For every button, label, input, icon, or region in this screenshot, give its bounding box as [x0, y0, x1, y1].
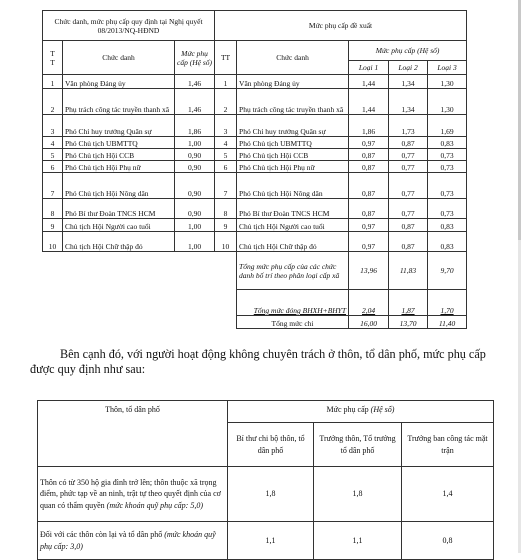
- row-loai3: 0,73: [428, 199, 467, 219]
- row-loai1: 0,87: [349, 149, 389, 161]
- row-position: Phó Chủ tịch UBMTTQ: [63, 137, 175, 149]
- table-row: [43, 219, 467, 232]
- row-loai1: 0,97: [349, 232, 389, 252]
- row-tt2: 1: [215, 75, 237, 89]
- table-row: [43, 232, 467, 252]
- summary-loai2: 11,83: [389, 252, 428, 290]
- row-tt: 2: [43, 89, 63, 115]
- row-village-note: (mức khoán quỹ phụ cấp: 3,0): [40, 529, 216, 551]
- table-row: [43, 75, 467, 89]
- row-loai1: 1,86: [349, 115, 389, 137]
- row-allowance: 0,90: [175, 173, 215, 199]
- row-position: Phó Bí thư Đoàn TNCS HCM: [63, 199, 175, 219]
- row-village-type: [38, 467, 228, 522]
- row-loai2: 1,34: [389, 75, 428, 89]
- table-row: [43, 199, 467, 219]
- row-position: Phó Chủ tịch Hội Nông dân: [63, 173, 175, 199]
- row-tt: 6: [43, 161, 63, 173]
- header-current-regulation: Chức danh, mức phụ cấp quy định tại Nghị quyết 08/2013/NQ-HĐND: [43, 11, 215, 41]
- row-village-label: Thôn có từ 350 hộ gia đình trở lên; thôn thuộc xã trọng điểm, phức tạp về an ninh, trật tự theo quyết định của cơ quan có thẩm quyền: [40, 477, 221, 510]
- row-position2: Chủ tịch Hội Chữ thập đỏ: [237, 232, 349, 252]
- row-tt2: 3: [215, 115, 237, 137]
- row-loai2: 1,34: [389, 89, 428, 115]
- row-tt2: 10: [215, 232, 237, 252]
- row-village-type: [38, 522, 228, 560]
- insurance-loai3: 1,70: [428, 290, 467, 316]
- table-row: [43, 89, 467, 115]
- row-allowance: 1,86: [175, 115, 215, 137]
- col-front-committee-head: Trưởng ban công tác mặt trận: [402, 423, 494, 467]
- col-loai2: Loại 2: [389, 61, 428, 75]
- insurance-loai2: 1,87: [389, 290, 428, 316]
- col-village: Thôn, tổ dân phố: [38, 401, 228, 467]
- row-loai2: 0,77: [389, 199, 428, 219]
- row-allowance: 1,00: [175, 232, 215, 252]
- row-front-committee-value: 1,4: [402, 467, 494, 522]
- row-allowance: 1,46: [175, 89, 215, 115]
- col-loai3: Loại 3: [428, 61, 467, 75]
- row-position2: Phó Chỉ huy trưởng Quân sự: [237, 115, 349, 137]
- row-position2: Phụ trách công tác truyền thanh xã: [237, 89, 349, 115]
- col-loai1: Loại 1: [349, 61, 389, 75]
- col-allowance-group: [228, 401, 494, 423]
- allowance-comparison-table: [42, 10, 467, 329]
- row-position2: Phó Chủ tịch Hội CCB: [237, 149, 349, 161]
- row-loai3: 1,30: [428, 75, 467, 89]
- total-loai1: 16,00: [349, 316, 389, 329]
- header-proposed: Mức phụ cấp đề xuất: [215, 11, 467, 41]
- row-allowance: 0,90: [175, 199, 215, 219]
- table-row: [43, 173, 467, 199]
- summary-loai3: 9,70: [428, 252, 467, 290]
- col-allowance: Mức phụ cấp (Hệ số): [175, 41, 215, 75]
- row-tt2: 2: [215, 89, 237, 115]
- summary-row: [43, 252, 467, 290]
- row-loai1: 1,44: [349, 89, 389, 115]
- row-tt: 1: [43, 75, 63, 89]
- row-tt2: 4: [215, 137, 237, 149]
- col-tt2: TT: [215, 41, 237, 75]
- row-allowance: 1,46: [175, 75, 215, 89]
- col-tt: T T: [43, 41, 63, 75]
- row-loai2: 0,87: [389, 232, 428, 252]
- col-position2: Chức danh: [237, 41, 349, 75]
- row-allowance: 1,00: [175, 137, 215, 149]
- row-party-secretary-value: 1,8: [228, 467, 314, 522]
- row-position: Văn phòng Đảng ủy: [63, 75, 175, 89]
- col-position: Chức danh: [63, 41, 175, 75]
- table-row: [43, 161, 467, 173]
- row-party-secretary-value: 1,1: [228, 522, 314, 560]
- summary-label: Tổng mức phụ cấp của các chức danh bố trí theo phân loại cấp xã: [237, 252, 349, 290]
- village-allowance-table: [37, 400, 494, 560]
- row-position: Chủ tịch Hội Chữ thập đỏ: [63, 232, 175, 252]
- row-loai1: 0,97: [349, 219, 389, 232]
- row-loai1: 1,44: [349, 75, 389, 89]
- row-loai3: 0,73: [428, 161, 467, 173]
- row-allowance: 1,00: [175, 219, 215, 232]
- row-tt2: 8: [215, 199, 237, 219]
- row-tt2: 5: [215, 149, 237, 161]
- row-loai3: 1,30: [428, 89, 467, 115]
- total-loai2: 13,70: [389, 316, 428, 329]
- summary-loai1: 13,96: [349, 252, 389, 290]
- row-loai3: 0,73: [428, 149, 467, 161]
- col-party-secretary: Bí thư chi bộ thôn, tổ dân phố: [228, 423, 314, 467]
- insurance-row: [43, 290, 467, 316]
- row-loai1: 0,87: [349, 199, 389, 219]
- row-village-label: Đối với các thôn còn lại và tổ dân phố: [40, 529, 165, 539]
- row-allowance: 0,90: [175, 161, 215, 173]
- row-tt: 3: [43, 115, 63, 137]
- insurance-label: Tổng mức đóng BHXH+BHYT: [237, 290, 349, 316]
- row-tt: 7: [43, 173, 63, 199]
- row-loai2: 0,87: [389, 137, 428, 149]
- row-tt: 8: [43, 199, 63, 219]
- insurance-loai1: 2,04: [349, 290, 389, 316]
- row-loai3: 0,83: [428, 219, 467, 232]
- total-loai3: 11,40: [428, 316, 467, 329]
- row-tt: 5: [43, 149, 63, 161]
- row-position2: Phó Chủ tịch Hội Phụ nữ: [237, 161, 349, 173]
- row-tt: 4: [43, 137, 63, 149]
- col-allowance2: Mức phụ cấp (Hệ số): [349, 41, 467, 61]
- row-allowance: 0,90: [175, 149, 215, 161]
- row-front-committee-value: 0,8: [402, 522, 494, 560]
- row-tt2: 9: [215, 219, 237, 232]
- row-position2: Phó Chủ tịch UBMTTQ: [237, 137, 349, 149]
- table-row: [38, 467, 494, 522]
- row-tt: 10: [43, 232, 63, 252]
- row-loai1: 0,97: [349, 137, 389, 149]
- row-tt2: 7: [215, 173, 237, 199]
- row-village-head-value: 1,8: [314, 467, 402, 522]
- row-position2: Phó Chủ tịch Hội Nông dân: [237, 173, 349, 199]
- row-loai3: 0,73: [428, 173, 467, 199]
- row-loai1: 0,87: [349, 173, 389, 199]
- table-row: [38, 522, 494, 560]
- row-position: Phụ trách công tác truyền thanh xã: [63, 89, 175, 115]
- table-row: [43, 149, 467, 161]
- row-loai2: 0,77: [389, 149, 428, 161]
- total-label: Tổng mức chi: [237, 316, 349, 329]
- row-loai3: 0,83: [428, 232, 467, 252]
- table-row: [43, 137, 467, 149]
- col-village-head: Trưởng thôn, Tổ trưởng tổ dân phố: [314, 423, 402, 467]
- row-position: Phó Chủ tịch Hội CCB: [63, 149, 175, 161]
- row-tt: 9: [43, 219, 63, 232]
- table-row: [43, 115, 467, 137]
- col-allowance-group-label: Mức phụ cấp: [326, 405, 369, 414]
- row-loai2: 0,77: [389, 173, 428, 199]
- row-loai2: 0,87: [389, 219, 428, 232]
- body-paragraph: Bên cạnh đó, với người hoạt động không chuyên trách ở thôn, tổ dân phố, mức phụ cấp được quy định như sau:: [30, 347, 486, 376]
- row-village-note: (mức khoán quỹ phụ cấp: 5,0): [106, 500, 203, 510]
- row-position: Phó Chỉ huy trưởng Quân sự: [63, 115, 175, 137]
- row-tt2: 6: [215, 161, 237, 173]
- row-loai2: 0,77: [389, 161, 428, 173]
- row-position2: Chủ tịch Hội Người cao tuổi: [237, 219, 349, 232]
- row-loai3: 1,69: [428, 115, 467, 137]
- row-position2: Phó Bí thư Đoàn TNCS HCM: [237, 199, 349, 219]
- row-position: Phó Chủ tịch Hội Phụ nữ: [63, 161, 175, 173]
- row-village-head-value: 1,1: [314, 522, 402, 560]
- row-position2: Văn phòng Đảng ủy: [237, 75, 349, 89]
- total-row: [43, 316, 467, 329]
- col-allowance-group-unit: (Hệ số): [370, 405, 395, 414]
- row-loai2: 1,73: [389, 115, 428, 137]
- row-loai1: 0,87: [349, 161, 389, 173]
- row-position: Chủ tịch Hội Người cao tuổi: [63, 219, 175, 232]
- row-loai3: 0,83: [428, 137, 467, 149]
